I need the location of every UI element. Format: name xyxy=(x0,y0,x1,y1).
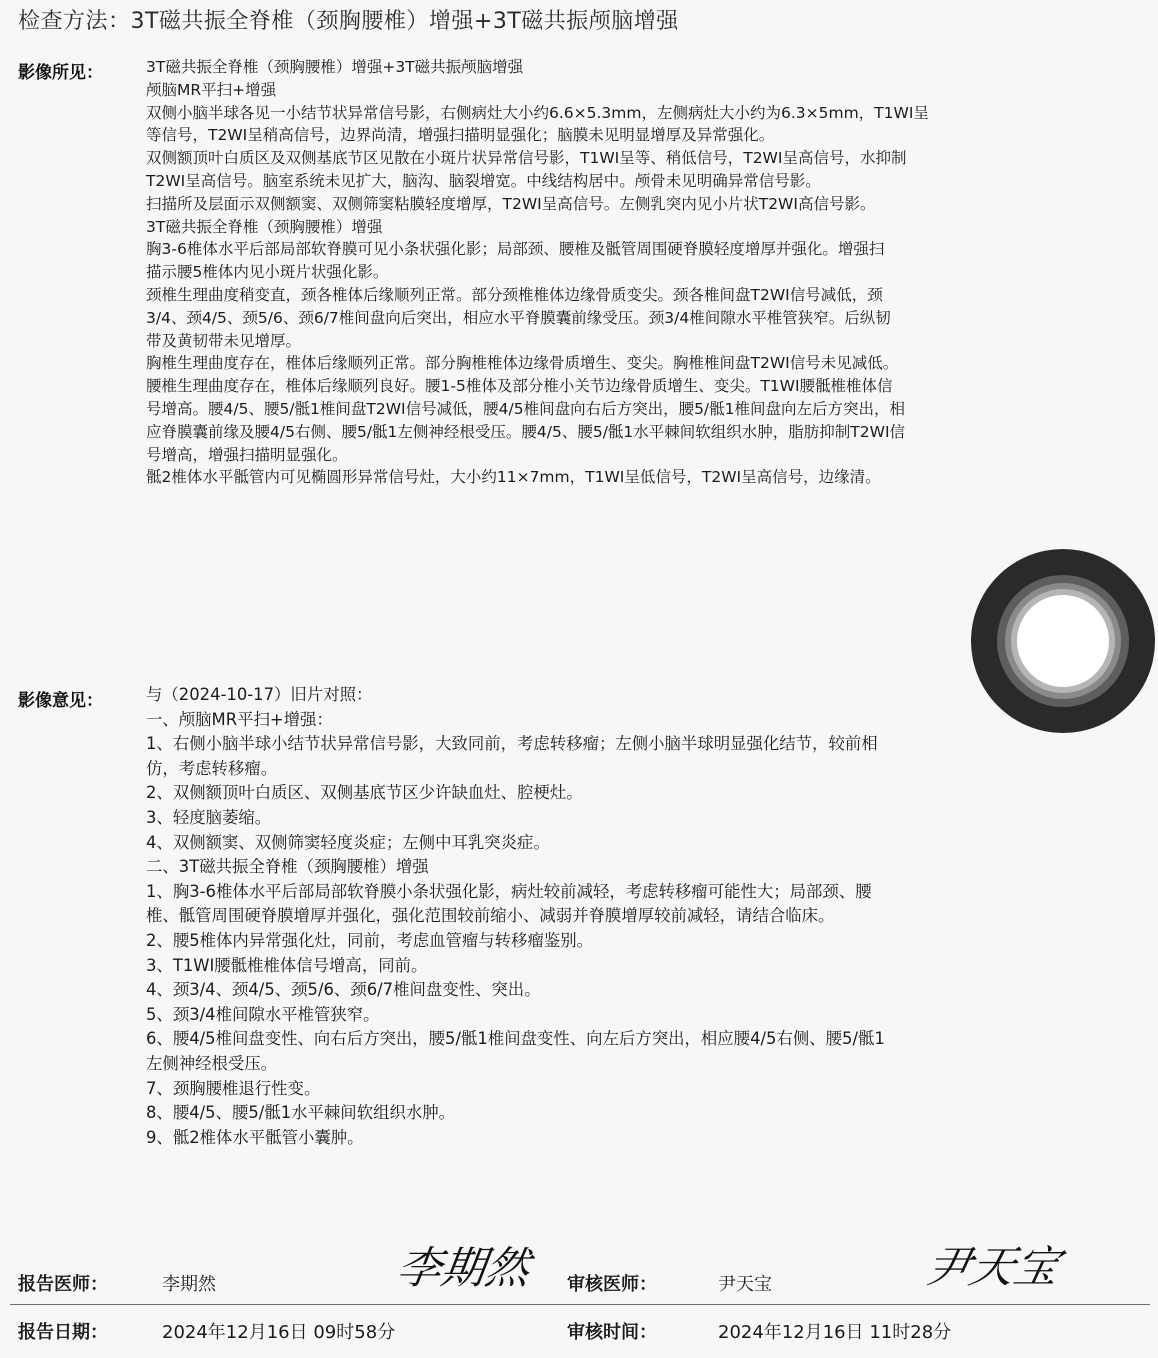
impression-line: 仿，考虑转移瘤。 xyxy=(146,758,278,778)
impression-line: 3、T1WI腰骶椎椎体信号增高，同前。 xyxy=(146,955,428,975)
impression-line: 二、3T磁共振全脊椎（颈胸腰椎）增强 xyxy=(146,857,429,877)
impression-line: 8、腰4/5、腰5/骶1水平棘间软组织水肿。 xyxy=(146,1103,456,1123)
review-time-label: 审核时间： xyxy=(567,1322,657,1343)
report-date: 2024年12月16日 09时58分 xyxy=(162,1322,396,1343)
review-doctor-signature xyxy=(921,1232,1105,1296)
impression-line: 2、腰5椎体内异常强化灶，同前，考虑血管瘤与转移瘤鉴别。 xyxy=(146,930,594,950)
findings-line: 胸3-6椎体水平后部局部软脊膜可见小条状强化影；局部颈、腰椎及骶管周围硬脊膜轻度增厚并强化。增强扫 xyxy=(146,240,885,259)
findings-line: 扫描所及层面示双侧额窦、双侧筛窦粘膜轻度增厚，T2WI呈高信号。左侧乳突内见小片状T2WI高信号影。 xyxy=(146,194,876,213)
impression-line: 6、腰4/5椎间盘变性、向右后方突出，腰5/骶1椎间盘变性、向左后方突出，相应腰4/5右侧、腰5/骶1 xyxy=(146,1029,885,1049)
findings-line: 描示腰5椎体内见小斑片状强化影。 xyxy=(146,263,389,282)
impression-line: 9、骶2椎体水平骶管小囊肿。 xyxy=(146,1127,364,1147)
report-doctor-signature-text: 李期然 xyxy=(393,1243,533,1294)
impression-line: 1、右侧小脑半球小结节状异常信号影，大致同前，考虑转移瘤；左侧小脑半球明显强化结节，较前相 xyxy=(146,734,878,754)
findings-line: 骶2椎体水平骶管内可见椭圆形异常信号灶，大小约11×7mm，T1WI呈低信号，T2WI呈高信号，边缘清。 xyxy=(146,468,881,487)
impression-text xyxy=(146,683,1121,1150)
impression-line: 4、颈3/4、颈4/5、颈5/6、颈6/7椎间盘变性、突出。 xyxy=(146,980,541,1000)
exam-method: 检查方法：3T磁共振全脊椎（颈胸腰椎）增强+3T磁共振颅脑增强 xyxy=(18,9,679,34)
review-doctor-label: 审核医师： xyxy=(567,1274,657,1295)
impression-line: 4、双侧额窦、双侧筛窦轻度炎症；左侧中耳乳突炎症。 xyxy=(146,832,550,852)
impression-line: 2、双侧额顶叶白质区、双侧基底节区少许缺血灶、腔梗灶。 xyxy=(146,783,583,803)
findings-line: T2WI呈高信号。脑室系统未见扩大，脑沟、脑裂增宽。中线结构居中。颅骨未见明确异常信号影。 xyxy=(146,171,821,190)
impression-line: 7、颈胸腰椎退行性变。 xyxy=(146,1078,321,1098)
impression-line: 椎、骶管周围硬脊膜增厚并强化，强化范围较前缩小、减弱并脊膜增厚较前减轻，请结合临床。 xyxy=(146,906,835,926)
report-doctor-label: 报告医师： xyxy=(18,1274,108,1295)
findings-line: 3T磁共振全脊椎（颈胸腰椎）增强 xyxy=(146,217,383,236)
findings-text xyxy=(146,56,1121,489)
findings-line: 带及黄韧带未见增厚。 xyxy=(146,331,302,350)
impression-line: 与（2024-10-17）旧片对照： xyxy=(146,685,373,704)
findings-line: 3/4、颈4/5、颈5/6、颈6/7椎间盘向后突出，相应水平脊膜囊前缘受压。颈3/4椎间隙水平椎管狭窄。后纵韧 xyxy=(146,308,891,327)
impression-line: 左侧神经根受压。 xyxy=(146,1053,278,1073)
impression-line: 3、轻度脑萎缩。 xyxy=(146,807,272,827)
findings-line: 颈椎生理曲度稍变直，颈各椎体后缘顺列正常。部分颈椎椎体边缘骨质变尖。颈各椎间盘T2WI信号减低，颈 xyxy=(146,285,883,304)
impression-line: 5、颈3/4椎间隙水平椎管狭窄。 xyxy=(146,1004,380,1024)
findings-line: 双侧小脑半球各见一小结节状异常信号影，右侧病灶大小约6.6×5.3mm，左侧病灶大小约为6.3×5mm，T1WI呈 xyxy=(146,103,929,122)
impression-line: 一、颅脑MR平扫+增强： xyxy=(146,709,333,729)
findings-label: 影像所见： xyxy=(18,63,103,83)
impression-line: 1、胸3-6椎体水平后部局部软脊膜小条状强化影，病灶较前减轻，考虑转移瘤可能性大；局部颈、腰 xyxy=(146,881,872,901)
findings-line: 号增高。腰4/5、腰5/骶1椎间盘T2WI信号减低，腰4/5椎间盘向右后方突出，腰5/骶1椎间盘向左后方突出，相 xyxy=(146,399,906,418)
report-doctor-name: 李期然 xyxy=(162,1274,216,1295)
report-date-label: 报告日期： xyxy=(18,1322,108,1343)
findings-line: 颅脑MR平扫+增强 xyxy=(146,80,277,99)
review-time: 2024年12月16日 11时28分 xyxy=(718,1322,952,1343)
findings-line: 双侧额顶叶白质区及双侧基底节区见散在小斑片状异常信号影，T1WI呈等、稍低信号，T2WI呈高信号，水抑制 xyxy=(146,149,907,168)
findings-line: 胸椎生理曲度存在，椎体后缘顺列正常。部分胸椎椎体边缘骨质增生、变尖。胸椎椎间盘T2WI信号未见减低。 xyxy=(146,354,899,373)
findings-line: 3T磁共振全脊椎（颈胸腰椎）增强+3T磁共振颅脑增强 xyxy=(146,58,524,76)
report-doctor-signature xyxy=(393,1235,533,1295)
impression-label: 影像意见： xyxy=(18,691,103,711)
findings-line: 腰椎生理曲度存在，椎体后缘顺列良好。腰1-5椎体及部分椎小关节边缘骨质增生、变尖。T1WI腰骶椎椎体信 xyxy=(146,377,893,396)
findings-line: 等信号，T2WI呈稍高信号，边界尚清，增强扫描明显强化；脑膜未见明显增厚及异常强化。 xyxy=(146,126,775,145)
findings-line: 应脊膜囊前缘及腰4/5右侧、腰5/骶1左侧神经根受压。腰4/5、腰5/骶1水平棘间软组织水肿，脂肪抑制T2WI信 xyxy=(146,422,906,441)
review-doctor-name: 尹天宝 xyxy=(718,1274,772,1295)
findings-line: 号增高，增强扫描明显强化。 xyxy=(146,445,348,464)
footer-divider xyxy=(10,1304,1150,1305)
review-doctor-signature-text: 尹天宝 xyxy=(921,1242,1064,1293)
